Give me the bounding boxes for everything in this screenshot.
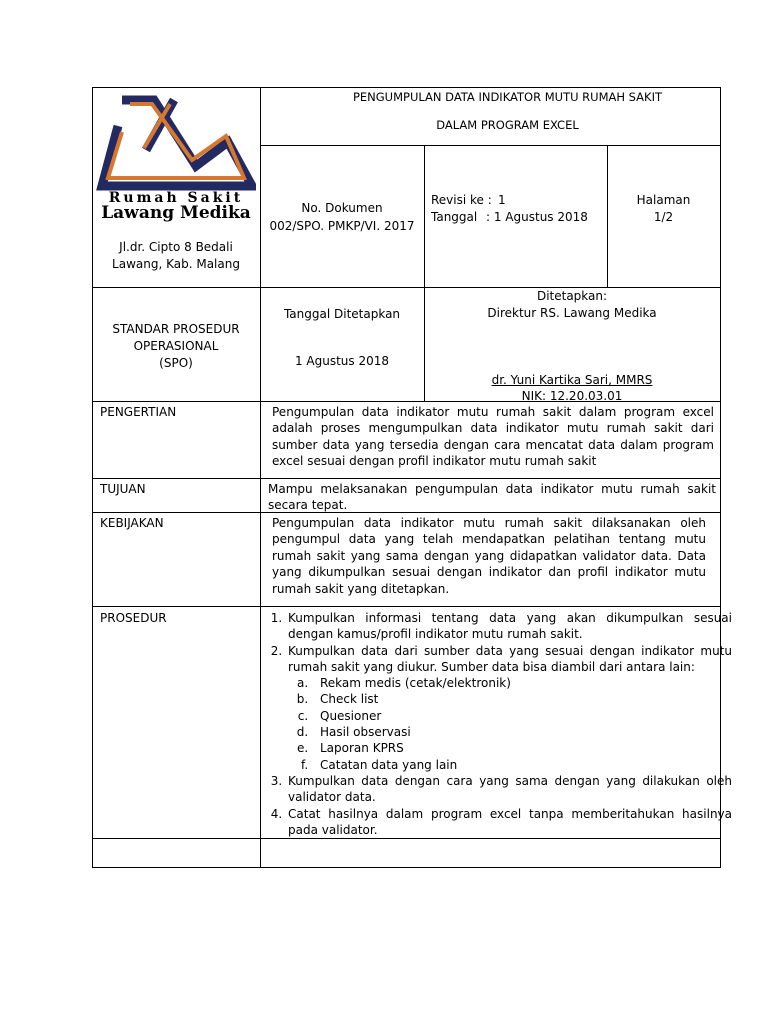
data-source-item: b. Check list [312,691,732,707]
data-source-item: a. Rekam medis (cetak/elektronik) [312,675,732,691]
procedure-step-4 [286,806,732,839]
approval-heading: Ditetapkan: [536,289,608,303]
section-label-pengertian: PENGERTIAN [100,405,177,419]
approval-director: Direktur RS. Lawang Medika [487,306,657,320]
procedure-step-1 [286,610,732,643]
address-line1: Jl.dr. Cipto 8 Bedali [119,240,233,254]
section-label-tujuan: TUJUAN [100,482,146,496]
procedure-step-2-text: Kumpulkan data dari sumber data yang sesuai dengan indikator mutu rumah sakit yang diukur. Sumber data bisa diambil dari antara lain: [288,643,732,674]
section-text-pengertian: Pengumpulan data indikator mutu rumah sakit dalam program excel adalah proses mengumpulkan data indikator mutu rumah sakit dari sumber data yang tersedia dengan cara mencatat data dalam program excel sesuai dengan profil indikator mutu rumah sakit [272,405,714,469]
procedure-step-1-text: Kumpulkan informasi tentang data yang akan dikumpulkan sesuai dengan kamus/profil indikator mutu rumah sakit. [288,611,732,642]
doc-number-value: 002/SPO. PMKP/VI. 2017 [269,219,415,233]
approval-signer: dr. Yuni Kartika Sari, MMRS [491,373,653,387]
data-source-item: c. Quesioner [312,708,732,724]
procedure-step-3-text: Kumpulkan data dengan cara yang sama dengan yang dilakukan oleh validator data. [288,773,732,805]
procedure-step-2 [286,643,732,773]
address-line2: Lawang, Kab. Malang [112,257,240,271]
logo-brand-top: Rumah Sakit [108,190,244,206]
data-source-item: d. Hasil observasi [312,724,732,740]
section-text-tujuan: Mampu melaksanakan pengumpulan data indikator mutu rumah sakit secara tepat. [268,482,716,513]
revision-label: Revisi ke : [431,193,492,207]
doc-number-label: No. Dokumen [301,201,383,215]
procedure-list [268,610,732,838]
logo-brand-name: Lawang Medika [101,203,251,223]
spo-title-line1: STANDAR PROSEDUR [112,322,240,336]
established-date-value: 1 Agustus 2018 [294,354,390,368]
established-date-label: Tanggal Ditetapkan [283,307,401,321]
section-text-kebijakan: Pengumpulan data indikator mutu rumah sakit dilaksanakan oleh pengumpul data yang telah mendapatkan pelatihan tentang mutu rumah sakit yang sama dengan yang didapatkan validator data. Data yang dikumpulkan sesuai dengan indikator dan profil indikator mutu rumah sakit yang ditetapkan. [272,516,706,596]
revision-date-value: : 1 Agustus 2018 [486,210,588,224]
page-value: 1/2 [653,210,674,224]
logo-mark-icon [96,94,256,199]
section-label-prosedur: PROSEDUR [100,611,167,625]
procedure-step-3 [286,773,732,806]
data-source-item: f. Catatan data yang lain [312,757,732,773]
data-source-item: e. Laporan KPRS [312,740,732,756]
doc-title-line2: DALAM PROGRAM EXCEL [436,118,579,132]
spo-title-line3: (SPO) [159,356,193,370]
revision-date-label: Tanggal [431,210,478,224]
approval-nik: NIK: 12.20.03.01 [521,389,623,403]
procedure-step-4-text: Catat hasilnya dalam program excel tanpa memberitahukan hasilnya pada validator. [288,806,732,837]
hospital-logo [96,94,256,224]
revision-value: 1 [498,193,506,207]
spo-title-line2: OPERASIONAL [133,339,219,353]
page-label: Halaman [636,193,691,207]
doc-title-line1: PENGUMPULAN DATA INDIKATOR MUTU RUMAH SAKIT [352,90,663,104]
data-source-list [288,675,732,773]
section-label-kebijakan: KEBIJAKAN [100,516,164,530]
